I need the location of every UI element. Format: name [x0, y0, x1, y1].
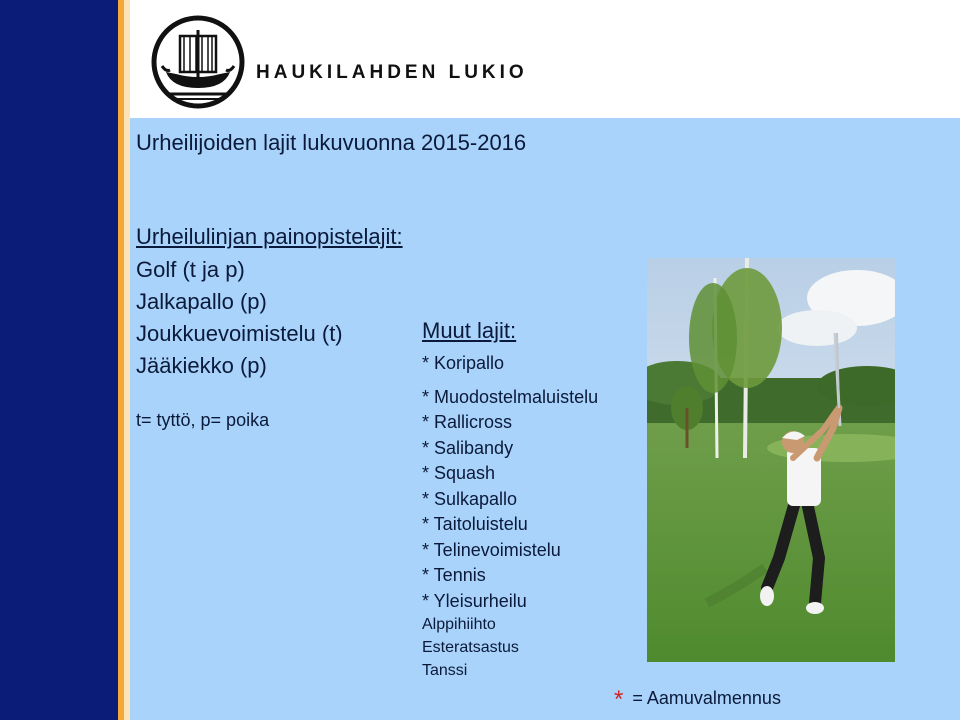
- list-item: Alppihiihto: [422, 616, 496, 633]
- footnote: [614, 686, 781, 714]
- school-logo: [148, 12, 578, 112]
- list-item: * Salibandy: [422, 437, 514, 458]
- list-item: * Muodostelmaluistelu: [422, 386, 599, 407]
- ship-emblem-icon: [150, 14, 246, 110]
- list-item: Esteratsastus: [422, 639, 519, 656]
- list-item: * Yleisurheilu: [422, 590, 527, 611]
- footnote-text: = Aamuvalmennus: [632, 688, 781, 708]
- page-title: Urheilijoiden lajit lukuvuonna 2015-2016: [136, 130, 527, 155]
- list-item: * Taitoluistelu: [422, 514, 528, 534]
- golfer-photo: [647, 258, 895, 662]
- logo-wordmark: HAUKILAHDEN LUKIO: [256, 62, 528, 83]
- list-item: * Rallicross: [422, 412, 513, 432]
- list-item: * Tennis: [422, 565, 486, 585]
- golfer-illustration: [647, 258, 895, 662]
- list-item: Golf (t ja p): [136, 257, 245, 282]
- list-item: * Sulkapallo: [422, 488, 518, 509]
- other-sports-list: [422, 351, 598, 614]
- list-item: Jääkiekko (p): [136, 353, 267, 378]
- footnote-star: *: [614, 686, 624, 713]
- list-item: Jalkapallo (p): [136, 289, 267, 314]
- other-sports-plain-list: [422, 613, 519, 682]
- list-item: Tanssi: [422, 662, 468, 679]
- gender-legend: t= tyttö, p= poika: [136, 410, 270, 430]
- list-item: Joukkuevoimistelu (t): [136, 321, 343, 346]
- list-item: * Squash: [422, 463, 496, 483]
- focus-sports-list: [136, 254, 343, 382]
- other-sports-heading: Muut lajit:: [422, 318, 517, 343]
- left-decorative-bar: [0, 0, 118, 720]
- list-item: * Telinevoimistelu: [422, 539, 561, 560]
- focus-sports-heading: Urheilulinjan painopistelajit:: [136, 224, 403, 249]
- list-item: * Koripallo: [422, 353, 505, 373]
